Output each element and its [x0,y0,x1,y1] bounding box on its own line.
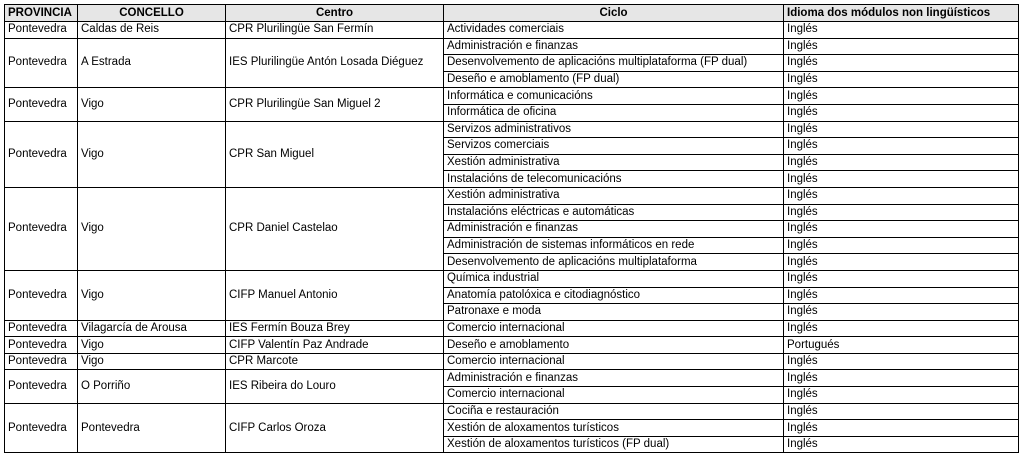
idioma-cell: Inglés [784,387,1019,404]
provincia-cell: Pontevedra [5,22,78,39]
concello-cell: Pontevedra [78,403,226,453]
table-row [5,270,1019,287]
provincia-cell: Pontevedra [5,187,78,270]
ciclo-cell: Xestión administrativa [444,187,784,204]
concello-cell: Vilagarcía de Arousa [78,320,226,337]
idioma-cell: Inglés [784,270,1019,287]
idioma-cell: Inglés [784,254,1019,271]
header-row [5,5,1019,22]
provincia-cell: Pontevedra [5,353,78,370]
table-row [5,88,1019,105]
idioma-cell: Inglés [784,55,1019,72]
idioma-cell: Inglés [784,22,1019,39]
ciclo-cell: Deseño e amoblamento (FP dual) [444,71,784,88]
idioma-cell: Inglés [784,104,1019,121]
ciclo-cell: Administración e finanzas [444,221,784,238]
idioma-cell: Inglés [784,436,1019,453]
ciclo-cell: Administración e finanzas [444,370,784,387]
provincia-cell: Pontevedra [5,337,78,354]
ciclos-table [4,4,1019,453]
centro-cell: CIFP Carlos Oroza [226,403,444,453]
provincia-cell: Pontevedra [5,370,78,403]
concello-cell: A Estrada [78,38,226,88]
ciclo-cell: Comercio internacional [444,387,784,404]
centro-cell: IES Ribeira do Louro [226,370,444,403]
table-row [5,403,1019,420]
idioma-cell: Inglés [784,138,1019,155]
centro-cell: CPR Plurilingüe San Fermín [226,22,444,39]
table-row [5,370,1019,387]
idioma-cell: Inglés [784,370,1019,387]
idioma-cell: Inglés [784,38,1019,55]
centro-cell: CPR Marcote [226,353,444,370]
centro-cell: IES Plurilingüe Antón Losada Diéguez [226,38,444,88]
header-centro: Centro [226,5,444,22]
idioma-cell: Inglés [784,71,1019,88]
table-row [5,38,1019,55]
idioma-cell: Inglés [784,154,1019,171]
idioma-cell: Inglés [784,287,1019,304]
header-provincia: PROVINCIA [5,5,78,22]
table-wrapper [4,4,1019,453]
idioma-cell: Inglés [784,187,1019,204]
ciclo-cell: Instalacións de telecomunicacións [444,171,784,188]
ciclo-cell: Servizos administrativos [444,121,784,138]
ciclo-cell: Informática e comunicacións [444,88,784,105]
idioma-cell: Inglés [784,353,1019,370]
idioma-cell: Inglés [784,171,1019,188]
concello-cell: Vigo [78,337,226,354]
idioma-cell: Inglés [784,221,1019,238]
ciclo-cell: Informática de oficina [444,104,784,121]
idioma-cell: Inglés [784,121,1019,138]
provincia-cell: Pontevedra [5,403,78,453]
ciclo-cell: Actividades comerciais [444,22,784,39]
idioma-cell: Inglés [784,237,1019,254]
centro-cell: CPR San Miguel [226,121,444,187]
table-row [5,22,1019,39]
ciclo-cell: Desenvolvemento de aplicacións multiplataforma [444,254,784,271]
centro-cell: IES Fermín Bouza Brey [226,320,444,337]
provincia-cell: Pontevedra [5,38,78,88]
idioma-cell: Inglés [784,403,1019,420]
ciclo-cell: Desenvolvemento de aplicacións multiplataforma (FP dual) [444,55,784,72]
table-row [5,320,1019,337]
provincia-cell: Pontevedra [5,121,78,187]
table-body [5,22,1019,453]
idioma-cell: Inglés [784,420,1019,437]
header-ciclo: Ciclo [444,5,784,22]
concello-cell: Vigo [78,88,226,121]
ciclo-cell: Patronaxe e moda [444,304,784,321]
ciclo-cell: Comercio internacional [444,353,784,370]
concello-cell: Vigo [78,121,226,187]
ciclo-cell: Química industrial [444,270,784,287]
concello-cell: Vigo [78,187,226,270]
centro-cell: CIFP Manuel Antonio [226,270,444,320]
provincia-cell: Pontevedra [5,88,78,121]
ciclo-cell: Cociña e restauración [444,403,784,420]
idioma-cell: Inglés [784,304,1019,321]
ciclo-cell: Deseño e amoblamento [444,337,784,354]
concello-cell: Vigo [78,353,226,370]
ciclo-cell: Comercio internacional [444,320,784,337]
ciclo-cell: Servizos comerciais [444,138,784,155]
idioma-cell: Inglés [784,204,1019,221]
ciclo-cell: Instalacións eléctricas e automáticas [444,204,784,221]
ciclo-cell: Administración e finanzas [444,38,784,55]
provincia-cell: Pontevedra [5,270,78,320]
idioma-cell: Inglés [784,320,1019,337]
centro-cell: CPR Plurilingüe San Miguel 2 [226,88,444,121]
table-row [5,353,1019,370]
ciclo-cell: Administración de sistemas informáticos en rede [444,237,784,254]
table-row [5,121,1019,138]
ciclo-cell: Anatomía patolóxica e citodiagnóstico [444,287,784,304]
concello-cell: O Porriño [78,370,226,403]
centro-cell: CIFP Valentín Paz Andrade [226,337,444,354]
ciclo-cell: Xestión de aloxamentos turísticos [444,420,784,437]
concello-cell: Caldas de Reis [78,22,226,39]
header-concello: CONCELLO [78,5,226,22]
centro-cell: CPR Daniel Castelao [226,187,444,270]
provincia-cell: Pontevedra [5,320,78,337]
table-row [5,187,1019,204]
header-idioma: Idioma dos módulos non lingüísticos [784,5,1019,22]
table-row [5,337,1019,354]
ciclo-cell: Xestión administrativa [444,154,784,171]
ciclo-cell: Xestión de aloxamentos turísticos (FP dual) [444,436,784,453]
idioma-cell: Portugués [784,337,1019,354]
concello-cell: Vigo [78,270,226,320]
idioma-cell: Inglés [784,88,1019,105]
